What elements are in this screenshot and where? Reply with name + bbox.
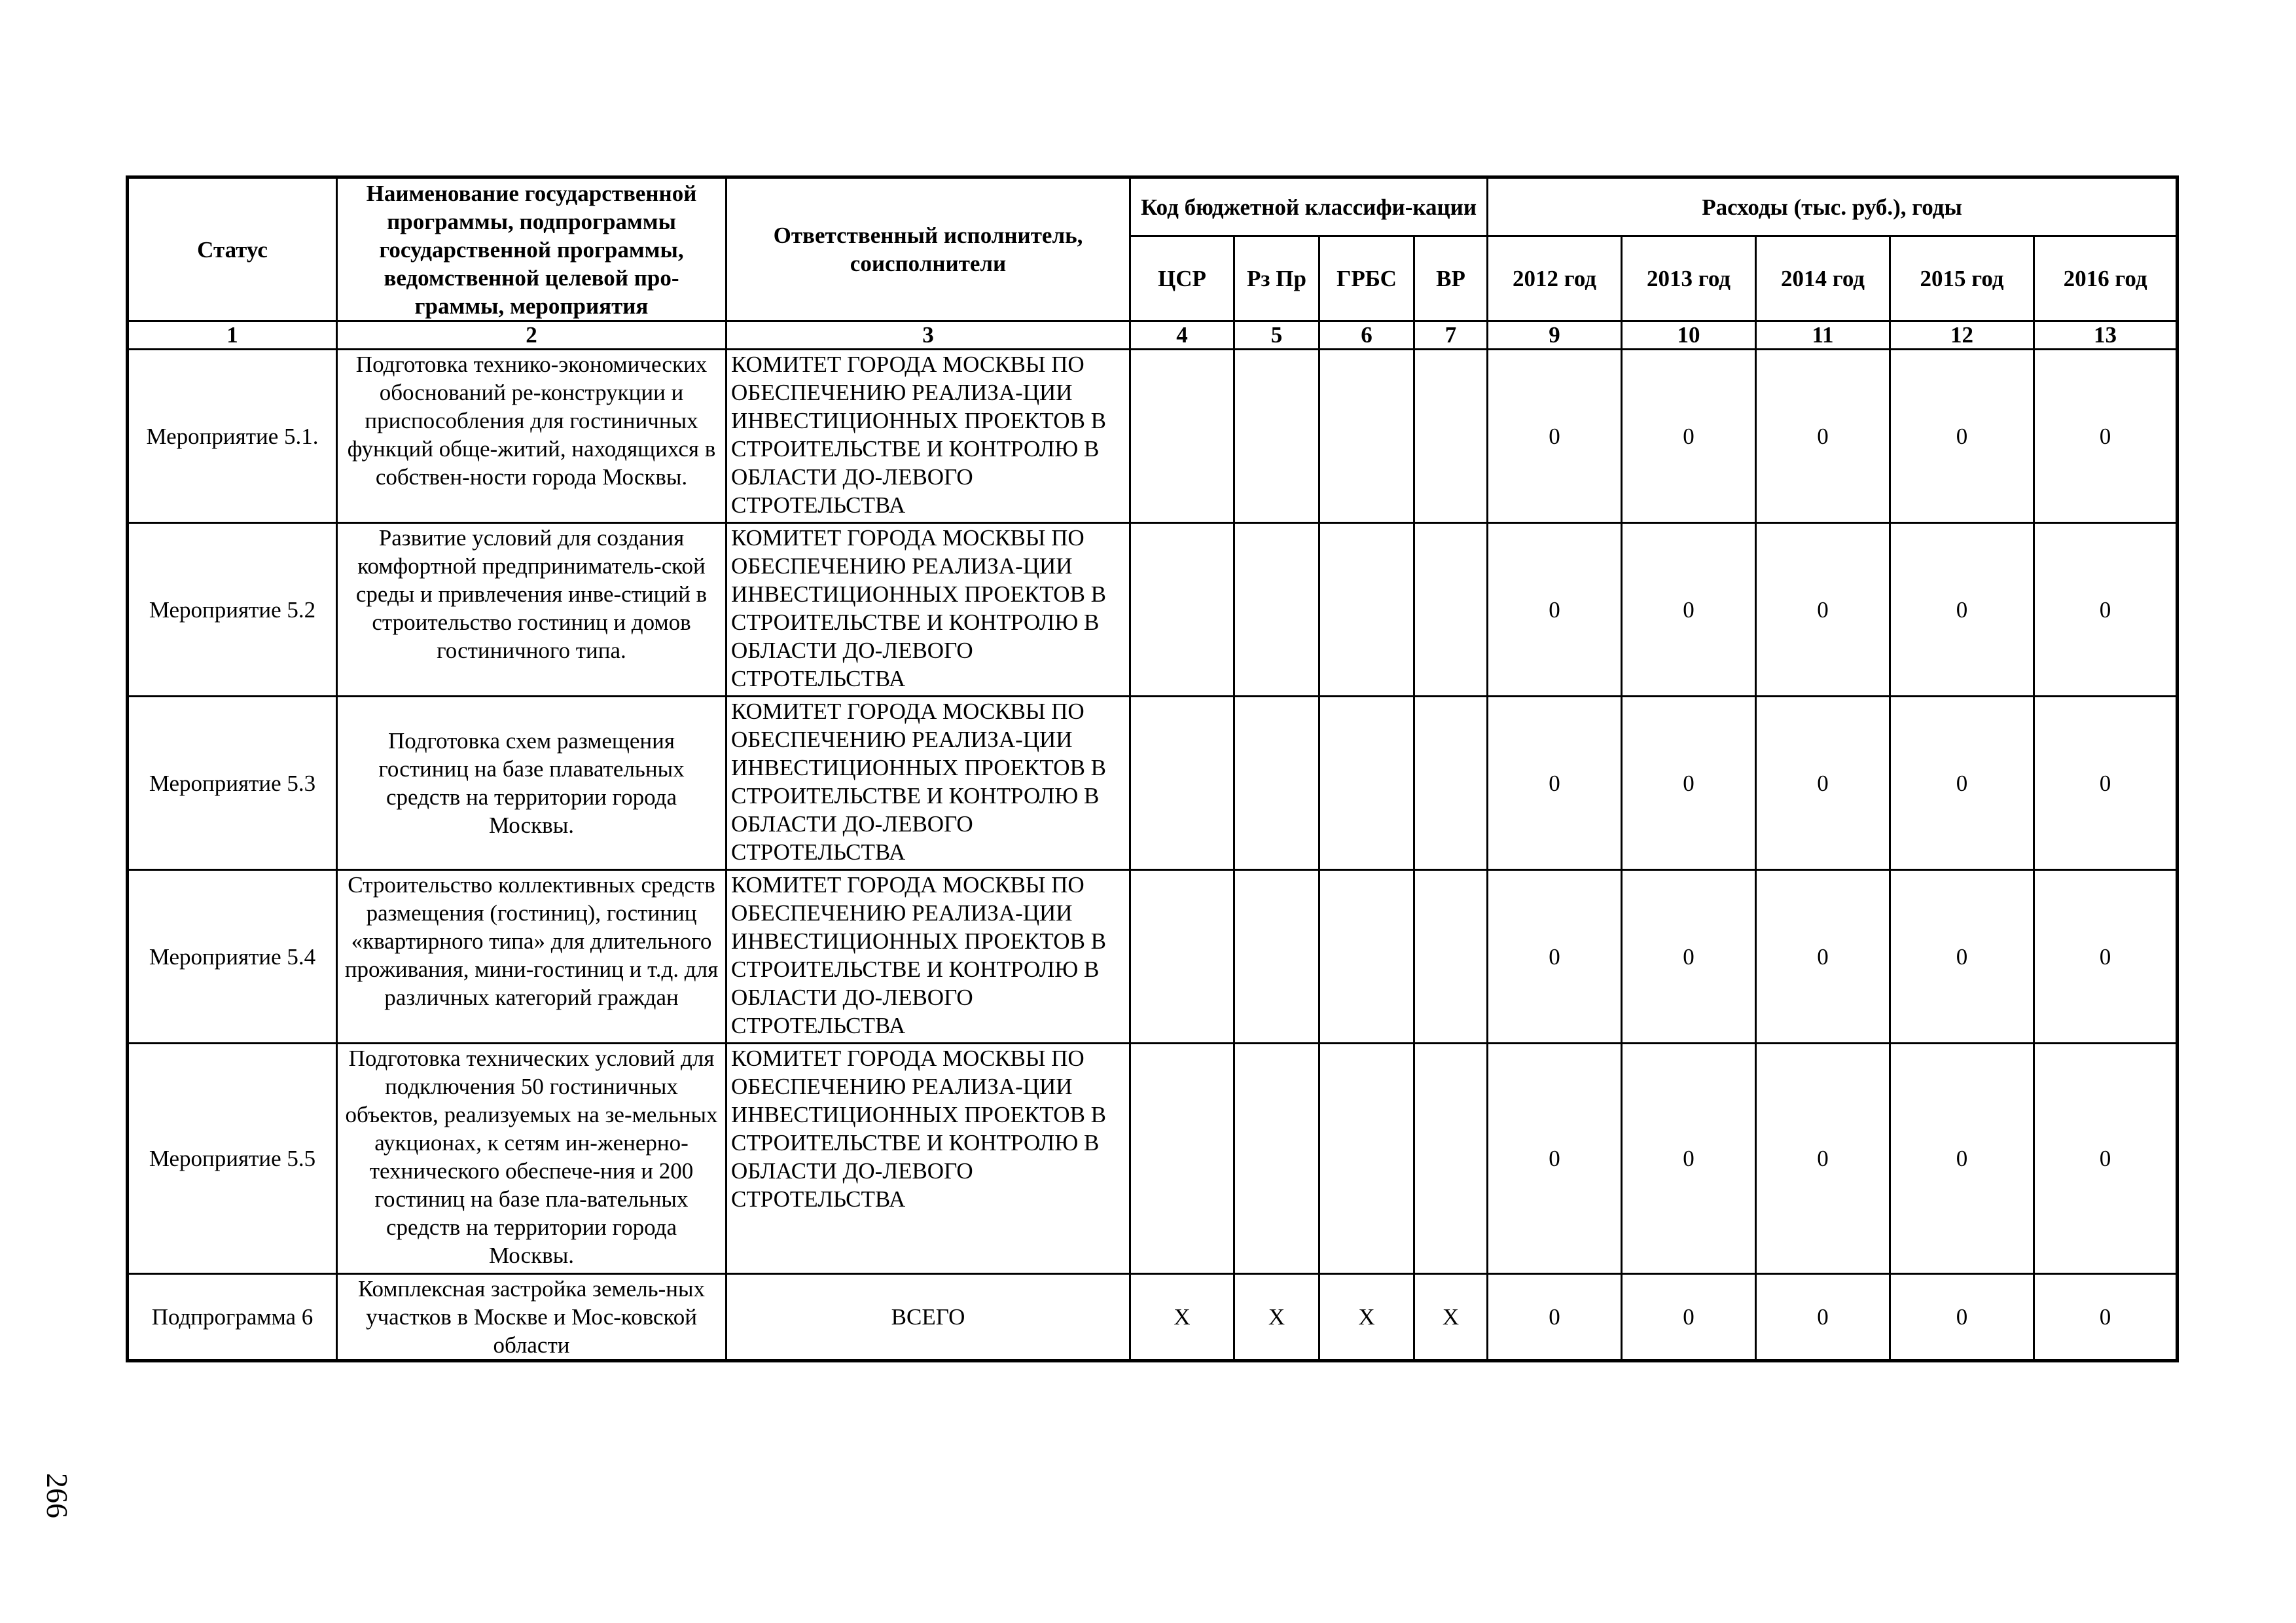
header-csr: ЦСР — [1130, 236, 1234, 321]
row-value-2012: 0 — [1488, 1044, 1622, 1274]
row-rzpr: Х — [1234, 1274, 1319, 1361]
table-body — [128, 350, 2178, 1361]
budget-table — [126, 175, 2179, 1362]
row-grbs — [1319, 523, 1414, 697]
table-row — [128, 870, 2178, 1044]
header-rzpr: Рз Пр — [1234, 236, 1319, 321]
column-number: 13 — [2034, 321, 2178, 350]
table-row — [128, 523, 2178, 697]
row-value-2012: 0 — [1488, 350, 1622, 523]
header-executor: Ответственный исполнитель, соисполнители — [726, 177, 1130, 321]
row-value-2015: 0 — [1890, 1044, 2034, 1274]
row-value-2013: 0 — [1622, 697, 1756, 870]
row-vr — [1414, 697, 1488, 870]
column-number: 4 — [1130, 321, 1234, 350]
row-executor: КОМИТЕТ ГОРОДА МОСКВЫ ПО ОБЕСПЕЧЕНИЮ РЕАЛИЗА-ЦИИ ИНВЕСТИЦИОННЫХ ПРОЕКТОВ В СТРОИТЕЛЬСТВЕ И КОНТРОЛЮ В ОБЛАСТИ ДО-ЛЕВОГО СТРОТЕЛЬСТВА — [726, 350, 1130, 523]
row-grbs: Х — [1319, 1274, 1414, 1361]
header-expenses: Расходы (тыс. руб.), годы — [1488, 177, 2178, 236]
row-value-2015: 0 — [1890, 1274, 2034, 1361]
row-value-2015: 0 — [1890, 870, 2034, 1044]
row-csr — [1130, 350, 1234, 523]
row-value-2012: 0 — [1488, 697, 1622, 870]
header-name: Наименование государственной программы, подпрограммы государственной программы, ведомственной целевой про-граммы, мероприятия — [337, 177, 726, 321]
column-number: 12 — [1890, 321, 2034, 350]
row-value-2016: 0 — [2034, 697, 2178, 870]
row-value-2013: 0 — [1622, 350, 1756, 523]
header-status: Статус — [128, 177, 337, 321]
header-budget-code: Код бюджетной классифи-кации — [1130, 177, 1488, 236]
row-value-2016: 0 — [2034, 350, 2178, 523]
row-name: Комплексная застройка земель-ных участков в Москве и Мос-ковской области — [337, 1274, 726, 1361]
column-number: 5 — [1234, 321, 1319, 350]
row-value-2014: 0 — [1756, 870, 1890, 1044]
row-executor: КОМИТЕТ ГОРОДА МОСКВЫ ПО ОБЕСПЕЧЕНИЮ РЕАЛИЗА-ЦИИ ИНВЕСТИЦИОННЫХ ПРОЕКТОВ В СТРОИТЕЛЬСТВЕ И КОНТРОЛЮ В ОБЛАСТИ ДО-ЛЕВОГО СТРОТЕЛЬСТВА — [726, 523, 1130, 697]
column-number: 2 — [337, 321, 726, 350]
header-year-2016: 2016 год — [2034, 236, 2178, 321]
column-number: 11 — [1756, 321, 1890, 350]
row-executor: КОМИТЕТ ГОРОДА МОСКВЫ ПО ОБЕСПЕЧЕНИЮ РЕАЛИЗА-ЦИИ ИНВЕСТИЦИОННЫХ ПРОЕКТОВ В СТРОИТЕЛЬСТВЕ И КОНТРОЛЮ В ОБЛАСТИ ДО-ЛЕВОГО СТРОТЕЛЬСТВА — [726, 870, 1130, 1044]
table-row — [128, 697, 2178, 870]
header-year-2012: 2012 год — [1488, 236, 1622, 321]
row-executor: КОМИТЕТ ГОРОДА МОСКВЫ ПО ОБЕСПЕЧЕНИЮ РЕАЛИЗА-ЦИИ ИНВЕСТИЦИОННЫХ ПРОЕКТОВ В СТРОИТЕЛЬСТВЕ И КОНТРОЛЮ В ОБЛАСТИ ДО-ЛЕВОГО СТРОТЕЛЬСТВА — [726, 1044, 1130, 1274]
row-value-2016: 0 — [2034, 1274, 2178, 1361]
row-vr — [1414, 1044, 1488, 1274]
row-value-2012: 0 — [1488, 523, 1622, 697]
row-value-2014: 0 — [1756, 697, 1890, 870]
row-grbs — [1319, 350, 1414, 523]
row-value-2015: 0 — [1890, 523, 2034, 697]
row-csr — [1130, 870, 1234, 1044]
header-year-2013: 2013 год — [1622, 236, 1756, 321]
row-executor: КОМИТЕТ ГОРОДА МОСКВЫ ПО ОБЕСПЕЧЕНИЮ РЕАЛИЗА-ЦИИ ИНВЕСТИЦИОННЫХ ПРОЕКТОВ В СТРОИТЕЛЬСТВЕ И КОНТРОЛЮ В ОБЛАСТИ ДО-ЛЕВОГО СТРОТЕЛЬСТВА — [726, 697, 1130, 870]
row-csr — [1130, 1044, 1234, 1274]
row-vr: Х — [1414, 1274, 1488, 1361]
row-value-2012: 0 — [1488, 870, 1622, 1044]
row-value-2015: 0 — [1890, 350, 2034, 523]
page-number: 266 — [41, 1473, 74, 1518]
column-number-row — [128, 321, 2178, 350]
row-csr — [1130, 523, 1234, 697]
row-vr — [1414, 350, 1488, 523]
row-rzpr — [1234, 697, 1319, 870]
row-value-2014: 0 — [1756, 523, 1890, 697]
row-status: Мероприятие 5.1. — [128, 350, 337, 523]
row-value-2012: 0 — [1488, 1274, 1622, 1361]
table-row — [128, 1044, 2178, 1274]
row-rzpr — [1234, 1044, 1319, 1274]
row-status: Мероприятие 5.4 — [128, 870, 337, 1044]
row-grbs — [1319, 1044, 1414, 1274]
row-value-2014: 0 — [1756, 1044, 1890, 1274]
row-vr — [1414, 870, 1488, 1044]
row-name: Развитие условий для создания комфортной предприниматель-ской среды и привлечения инве-стиций в строительство гостиниц и домов гостиничного типа. — [337, 523, 726, 697]
row-rzpr — [1234, 870, 1319, 1044]
row-status: Мероприятие 5.5 — [128, 1044, 337, 1274]
table-row — [128, 350, 2178, 523]
row-rzpr — [1234, 350, 1319, 523]
column-number: 9 — [1488, 321, 1622, 350]
row-value-2015: 0 — [1890, 697, 2034, 870]
header-year-2014: 2014 год — [1756, 236, 1890, 321]
row-status: Мероприятие 5.2 — [128, 523, 337, 697]
row-value-2013: 0 — [1622, 523, 1756, 697]
row-value-2016: 0 — [2034, 870, 2178, 1044]
row-value-2016: 0 — [2034, 1044, 2178, 1274]
row-name: Подготовка технических условий для подключения 50 гостиничных объектов, реализуемых на зе-мельных аукционах, к сетям ин-женерно-технического обеспече-ния и 200 гостиниц на базе пла-вательных средств на территории города Москвы. — [337, 1044, 726, 1274]
row-value-2016: 0 — [2034, 523, 2178, 697]
row-value-2013: 0 — [1622, 1044, 1756, 1274]
column-number: 1 — [128, 321, 337, 350]
table-row — [128, 1274, 2178, 1361]
row-csr — [1130, 697, 1234, 870]
row-vr — [1414, 523, 1488, 697]
row-csr: Х — [1130, 1274, 1234, 1361]
row-grbs — [1319, 870, 1414, 1044]
row-value-2014: 0 — [1756, 350, 1890, 523]
row-value-2014: 0 — [1756, 1274, 1890, 1361]
row-grbs — [1319, 697, 1414, 870]
column-number: 7 — [1414, 321, 1488, 350]
header-grbs: ГРБС — [1319, 236, 1414, 321]
column-number: 10 — [1622, 321, 1756, 350]
row-rzpr — [1234, 523, 1319, 697]
row-name: Подготовка схем размещения гостиниц на базе плавательных средств на территории города Москвы. — [337, 697, 726, 870]
header-vr: ВР — [1414, 236, 1488, 321]
row-value-2013: 0 — [1622, 1274, 1756, 1361]
row-executor: ВСЕГО — [726, 1274, 1130, 1361]
column-number: 3 — [726, 321, 1130, 350]
table-header — [128, 177, 2178, 350]
row-name: Подготовка технико-экономических обоснований ре-конструкции и приспособления для гостиничных функций обще-житий, находящихся в собствен-ности города Москвы. — [337, 350, 726, 523]
row-status: Мероприятие 5.3 — [128, 697, 337, 870]
header-year-2015: 2015 год — [1890, 236, 2034, 321]
row-value-2013: 0 — [1622, 870, 1756, 1044]
row-name: Строительство коллективных средств размещения (гостиниц), гостиниц «квартирного типа» для длительного проживания, мини-гостиниц и т.д. для различных категорий граждан — [337, 870, 726, 1044]
column-number: 6 — [1319, 321, 1414, 350]
row-status: Подпрограмма 6 — [128, 1274, 337, 1361]
